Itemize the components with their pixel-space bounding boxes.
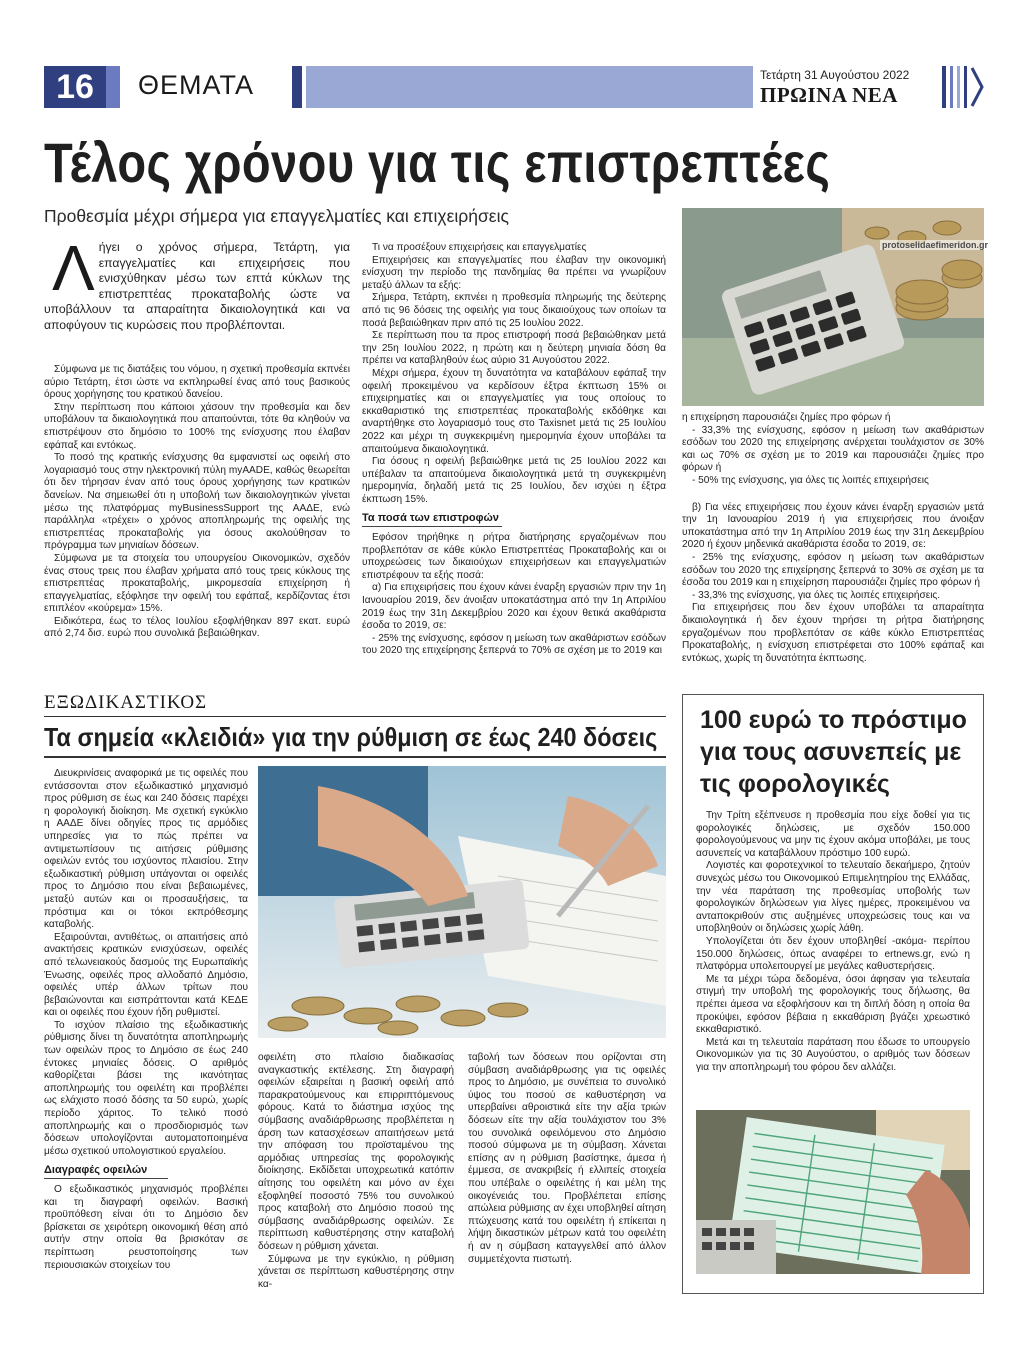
paragraph: ταβολή των δόσεων που ορίζονται στη σύμβαση αναδιάρθρωσης για τις οφειλές προς το Δημόσιο, με συνέπεια το συνολικό ύψος του ποσού σε καθυστέρηση να υπερβαίνει αθροιστικά είτε την αξία τριών δόσεων είτε την αξία τουλάχιστον του 3% του συνολικά οφειλόμενου στο Δημόσιο ποσού σύμφωνα με τη σύμβαση. Χάνεται επίσης αν η ρύθμιση βασίστηκε, άμεσα ή έμμεσα, σε ανακριβείς ή ελλιπείς στοιχεία που υπέβαλε ο οφειλέτης ή και μέλη της οικογένειάς του. Προβλέπεται επίσης απώλεια ρύθμισης αν έχει υποβληθεί αίτηση πτώχευσης κατά του οφειλέτη ή επίκειται η λήψη δικαστικών μέτρων κατά του οφειλέτη ή αν η σύμβαση καταγγελθεί από άλλον συμμετέχοντα πιστωτή. (468, 1052, 666, 1265)
watermark-text: protoselidaefimeridon.gr (882, 240, 989, 250)
section-subheading: Τα ποσά των επιστροφών (362, 512, 502, 527)
main-article-column-2 (362, 242, 666, 658)
paragraph: Το ισχύον πλαίσιο της εξωδικαστικής ρύθμισης δίνει τη δυνατότητα αποπληρωμής των οφειλών προς το Δημόσιο σε έως 240 έντοκες μηνιαίες δόσεις. Ο αριθμός καθορίζεται βάσει της ικανότητας αποπληρωμής του οφειλέτη και προβλέπει ως ελάχιστο ποσό δόσης τα 50 ευρώ, χωρίς περίοδο χάριτος. Το τελικό ποσό αποπληρωμής και ο προσδιορισμός των δόσεων υπολογίζονται αυτοματοποιημένα μέσω σχετικού υπολογιστικού εργαλείου. (44, 1019, 248, 1157)
paragraph: Τι να προσέξουν επιχειρήσεις και επαγγελματίες (372, 242, 587, 253)
paragraph: Ειδικότερα, έως το τέλος Ιουλίου εξοφλήθηκαν 897 εκατ. ευρώ από 2,74 δισ. ευρώ που συνολικά βεβαιώθηκαν. (44, 615, 350, 640)
paragraph: Σε περίπτωση που τα προς επιστροφή ποσά βεβαιώθηκαν μετά την 25η Ιουλίου 2022, η πρώτη και η δεύτερη μηνιαία δόση θα πρέπει να καταβληθούν έως αύριο 31 Αυγούστου 2022. (362, 330, 666, 367)
boxed-article-headline: 100 ευρώ το πρόστιμο για τους ασυνεπείς με τις φορολογικές (700, 706, 967, 798)
issue-date: Τετάρτη 31 Αυγούστου 2022 (760, 68, 910, 82)
newspaper-name: ΠΡΩΙΝΑ ΝΕΑ (760, 83, 898, 107)
paragraph: Σύμφωνα με τις διατάξεις του νόμου, η σχετική προθεσμία εκπνέει αύριο Τετάρτη, έτσι ώστε να εκπληρωθεί ένας από τους βασικούς όρους χορήγησης του κρατικού δανείου. (44, 364, 350, 401)
page-number-accent (106, 66, 120, 108)
paragraph: Με τα μέχρι τώρα δεδομένα, όσοι άφησαν για τελευταία στιγμή την υποβολή της φορολογικής τους δήλωσης, θα πρέπει άμεσα να εξοφλήσουν και τη διπλή δόση η οποία θα προκύψει, εφόσον βέβαια η εκκαθάριση βγάζει χρεωστικό εκκαθαριστικό. (696, 973, 970, 1036)
boxed-article-body (696, 810, 970, 1074)
paragraph: Την Τρίτη εξέπνευσε η προθεσμία που είχε δοθεί για τις φορολογικές δηλώσεις, με σχεδόν 150.000 φορολογούμενους να μην τις έχουν ακόμα υποβάλει, με τους ασυνεπείς να καταβάλλουν πρόστιμο 100 ευρώ. (696, 810, 970, 859)
paragraph: Για όσους η οφειλή βεβαιώθηκε μετά τις 25 Ιουλίου 2022 και υπέβαλαν τα απαιτούμενα δικαιολογητικά μετά τη συγκεκριμένη ημερομηνία, δηλαδή μετά τις 25 Ιουλίου, δεν ισχύει η έξτρα έκπτωση 15%. (362, 456, 666, 505)
paragraph: Διευκρινίσεις αναφορικά με τις οφειλές που εντάσσονται στον εξωδικαστικό μηχανισμό προς ρύθμιση σε έως και 240 δόσεις παρέχει η φορολογική διοίκηση. Με σχετική εγκύκλιο η ΑΑΔΕ δίνει οδηγίες προς τις αρμόδιες υπηρεσίες για το πώς πρέπει να αντιμετωπίσουν τις αιτήσεις ρύθμισης οφειλών εντός του ισχύοντος πλαισίου. Στην εξωδικαστική ρύθμιση υπάγονται οι οφειλές προς το Δημόσιο που είναι βεβαιωμένες, μεταξύ αυτών και οι προσαυξήσεις, τα πρόστιμα και οι τόκοι εκπρόθεσμης καταβολής. (44, 768, 248, 931)
paragraph: η επιχείρηση παρουσιάζει ζημίες προ φόρων ή (682, 412, 891, 423)
paragraph: Εξαιρούνται, αντιθέτως, οι απαιτήσεις από ανακτήσεις κρατικών ενισχύσεων, οφειλές από τελωνειακούς δασμούς της Ευρωπαϊκής Ένωσης, οφειλές προς αλλοδαπό Δημόσιο, οφειλές υπέρ άλλων τρίτων που βεβαιώνονται και εισπράττονται κατά ΚΕΔΕ και οι οφειλές που έχουν ήδη ρυθμιστεί. (44, 931, 248, 1019)
section-title: ΘΕΜΑΤΑ (138, 70, 255, 100)
main-subheadline: Προθεσμία μέχρι σήμερα για επαγγελματίες και επιχειρήσεις (44, 206, 509, 226)
header-bar-dark (292, 66, 302, 108)
paragraph: α) Για επιχειρήσεις που έχουν κάνει έναρξη εργασιών πριν την 1η Ιανουαρίου 2019, δεν άνοιξαν υποκατάστημα από την 1η Απριλίου 2019 έως την 31η Δεκεμβρίου 2020 και έχουν θετικά ακαθάριστα έσοδα το 2019, σε: (362, 582, 666, 632)
second-article-column-3 (468, 1052, 666, 1266)
paragraph: β) Για νέες επιχειρήσεις που έχουν κάνει έναρξη εργασιών μετά την 1η Ιανουαρίου 2019 ή για επιχειρήσεις που άνοιξαν υποκατάστημα από την 1η Απριλίου 2019 έως την 31η Δεκεμβρίου 2020 ή έχουν μηδενικά ακαθάριστα έσοδα το 2019, σε: (682, 501, 984, 551)
tax-form-photo (696, 1110, 970, 1274)
paragraph: - 50% της ενίσχυσης, για όλες τις λοιπές επιχειρήσεις (692, 474, 929, 486)
drop-cap: Λ (52, 232, 95, 304)
paragraph: οφειλέτη στο πλαίσιο διαδικασίας αναγκαστικής εκτέλεσης. Στη διαγραφή οφειλών εξαιρείται η βασική οφειλή από παρακρατούμενους και επιρριπτόμενους φόρους. Κατά το διάστημα ισχύος της σύμβασης αναδιάρθρωσης προβλέπεται η άρση των κατασχέσεων απαιτήσεων μετά την απόφαση του προϊσταμένου της αρμόδιας υπηρεσίας της φορολογικής διοίκησης. Εκδίδεται υποχρεωτικά κατόπιν αίτησης του οφειλέτη και μόνο αν έχει εξοφληθεί ποσοστό 75% του συνολικού προς καταβολή στο Δημόσιο ποσού της σύμβασης αναδιάρθρωσης οφειλών. Σε περίπτωση καθυστέρησης στην καταβολή δόσεων η ρύθμιση χάνεται. (258, 1052, 454, 1252)
intro-text: ήγει ο χρόνος σήμερα, Τετάρτη, για επαγγελματίες και επιχειρήσεις που ενισχύθηκαν μέσω των επτά κύκλων της επιστρεπτέας προκαταβολής ώστε να υποβάλλουν τα απαραίτητα δικαιολογητικά και να αποφύγουν τις κυρώσεις που προβλέπονται. (44, 240, 350, 332)
section-subheading: Διαγραφές οφειλών (44, 1164, 168, 1179)
divider (44, 756, 666, 758)
paragraph: Στην περίπτωση που κάποιοι χάσουν την προθεσμία και δεν υποβάλουν τα δικαιολογητικά που απαιτούνται, τότε θα κληθούν να επιστρέψουν στο δημόσιο το 100% της ενίσχυσης που έλαβαν εφάπαξ και εντόκως. (44, 401, 350, 451)
page-number: 16 (44, 66, 106, 108)
paragraph: Επιχειρήσεις και επαγγελματίες που έλαβαν την οικονομική ενίσχυση την περίοδο της πανδημίας θα πρέπει να γνωρίζουν μεταξύ άλλων τα εξής: (362, 254, 666, 291)
paragraph: Για επιχειρήσεις που δεν έχουν υποβάλει τα απαραίτητα δικαιολογητικά ή δεν έχουν τηρήσει τη ρήτρα διατήρησης εργαζομένων που προβλεπόταν σε κάθε κύκλο Επιστρεπτέας Προκαταβολής, η ενίσχυση επιστρέφεται στο 100% εφάπαξ και εντόκως, χωρίς τη δυνατότητα έκπτωσης. (682, 602, 984, 664)
paragraph: - 33,3% της ενίσχυσης, εφόσον η μείωση των ακαθάριστων εσόδων του 2020 της επιχείρησης ανέρχεται τουλάχιστον σε 30% και ως 70% σε σχέση με το 2019 και παρουσιάζει ζημίες προ φόρων ή (682, 424, 984, 474)
calculator-coins-photo (682, 208, 984, 406)
paragraph: Το ποσό της κρατικής ενίσχυσης θα εμφανιστεί ως οφειλή στο λογαριασμό τους στην ηλεκτρονική πύλη myAADE, καθώς θεωρείται ότι δεν τήρησαν έναν από τους όρους χορήγησης των κρατικών δανείων. Να σημειωθεί ότι η υποβολή των δικαιολογητικών γίνεται μέσω της πλατφόρμας myBusinessSupport της ΑΑΔΕ, ενώ παράλληλα «τρέχει» ο χρόνος αποπληρωμής της οφειλής της επιστρεπτέας προκαταβολής για όσους ακολούθησαν το πρόγραμμα των μηνιαίων δόσεων. (44, 452, 350, 552)
paragraph: Λογιστές και φοροτεχνικοί το τελευταίο δεκαήμερο, ζητούν συνεχώς μέσω του Οικονομικού Επιμελητηρίου της Ελλάδας, την νέα παράταση της προθεσμίας υποβολής των φορολογικών δηλώσεων για λίγες ημέρες, προκειμένου να ανταποκριθούν στις αυξημένες υποχρεώσεις τους και να υποβληθούν οι δηλώσεις χωρίς λάθη. (696, 860, 970, 935)
paragraph: Μέχρι σήμερα, έχουν τη δυνατότητα να καταβάλουν εφάπαξ την οφειλή προκειμένου να κερδίσουν έξτρα έκπτωση 15% οι επιχειρηματίες και οι επαγγελματίες για τους οποίους το εκκαθαριστικό της επιστρεπτέας προκαταβολής εκδόθηκε και αναρτήθηκε στο λογαριασμό τους στο Taxisnet μετά τις 25 Ιουλίου 2022 και μέχρι τη συγκεκριμένη ημερομηνία έχουν υποβάλει τα απαιτούμενα δικαιολογητικά. (362, 367, 666, 455)
paragraph: Σύμφωνα με την εγκύκλιο, η ρύθμιση χάνεται σε περίπτωση καθυστέρησης στην κα- (258, 1253, 454, 1290)
paragraph: Σήμερα, Τετάρτη, εκπνέει η προθεσμία πληρωμής της δεύτερης από τις 96 δόσεις της οφειλής για τους δικαιούχους των οποίων τα ποσά βεβαιώθηκαν πριν από τις 25 Ιουλίου 2022. (362, 292, 666, 329)
paragraph: Ο εξωδικαστικός μηχανισμός προβλέπει και τη διαγραφή οφειλών. Βασική προϋπόθεση είναι ότι το Δημόσιο δεν βρίσκεται σε χειρότερη οικονομική θέση από αυτήν στην οποία θα βρισκόταν σε περίπτωση ρευστοποίησης των περιουσιακών στοιχείων του (44, 1184, 248, 1271)
paragraph: - 33,3% της ενίσχυσης, για όλες τις λοιπές επιχειρήσεις. (692, 589, 941, 601)
paragraph: Υπολογίζεται ότι δεν έχουν υποβληθεί -ακόμα- περίπου 150.000 δηλώσεις, όπως αναφέρει το ertnews.gr, ενώ η πλατφόρμα υπολειτουργεί με μεγάλες καθυστερήσεις. (696, 935, 970, 973)
paragraph: - 25% της ενίσχυσης, εφόσον η μείωση των ακαθάριστων εσόδων του 2020 της επιχείρησης ξεπερνά το 70% σε σχέση με το 2019 και (362, 632, 666, 657)
header-bar-light (306, 66, 753, 108)
second-article-column-1 (44, 768, 248, 1272)
paragraph: Μετά και τη τελευταία παράταση που έδωσε το υπουργείο Οικονομικών για τις 30 Αυγούστου, ο αριθμός των δόσεων για την αποπληρωμή του φόρου δεν αλλάζει. (696, 1036, 970, 1073)
newspaper-logo-icon (942, 66, 986, 108)
main-headline: Τέλος χρόνου για τις επιστρεπτέες (44, 131, 831, 194)
hands-calculator-photo (258, 766, 666, 1038)
second-article-column-2 (258, 1052, 454, 1291)
main-article-column-3 (682, 412, 984, 665)
second-headline: Τα σημεία «κλειδιά» για την ρύθμιση σε έως 240 δόσεις (44, 722, 658, 752)
paragraph: - 25% της ενίσχυσης, εφόσον η μείωση των ακαθάριστων εσόδων του 2020 της επιχείρησης ξεπερνά το 30% σε σχέση με τα έσοδα του 2019 και η επιχείρηση παρουσιάζει ζημίες προ φόρων ή (682, 551, 984, 589)
divider (44, 716, 666, 717)
paragraph: Εφόσον τηρήθηκε η ρήτρα διατήρησης εργαζομένων που προβλεπόταν σε κάθε κύκλο Επιστρεπτέας Προκαταβολής και οι υποχρεώσεις των δικαιούχων επιχειρήσεων και επαγγελματιών επιστρέφουν τα εξής ποσά: (362, 532, 666, 581)
article-kicker: ΕΞΩΔΙΚΑΣΤΙΚΟΣ (44, 692, 208, 713)
article-intro (44, 232, 350, 334)
main-article-column-1 (44, 364, 350, 641)
paragraph: Σύμφωνα με τα στοιχεία του υπουργείου Οικονομικών, σχεδόν ένας στους τρεις που έλαβαν χρήματα από τους τρεις κύκλους της επιστρεπτέας προκαταβολής, μικρομεσαία επιχείρηση ή επαγγελματίας, εξόφλησε την οφειλή του εφάπαξ, κερδίζοντας έτσι επιπλέον «κούρεμα» 15%. (44, 552, 350, 615)
